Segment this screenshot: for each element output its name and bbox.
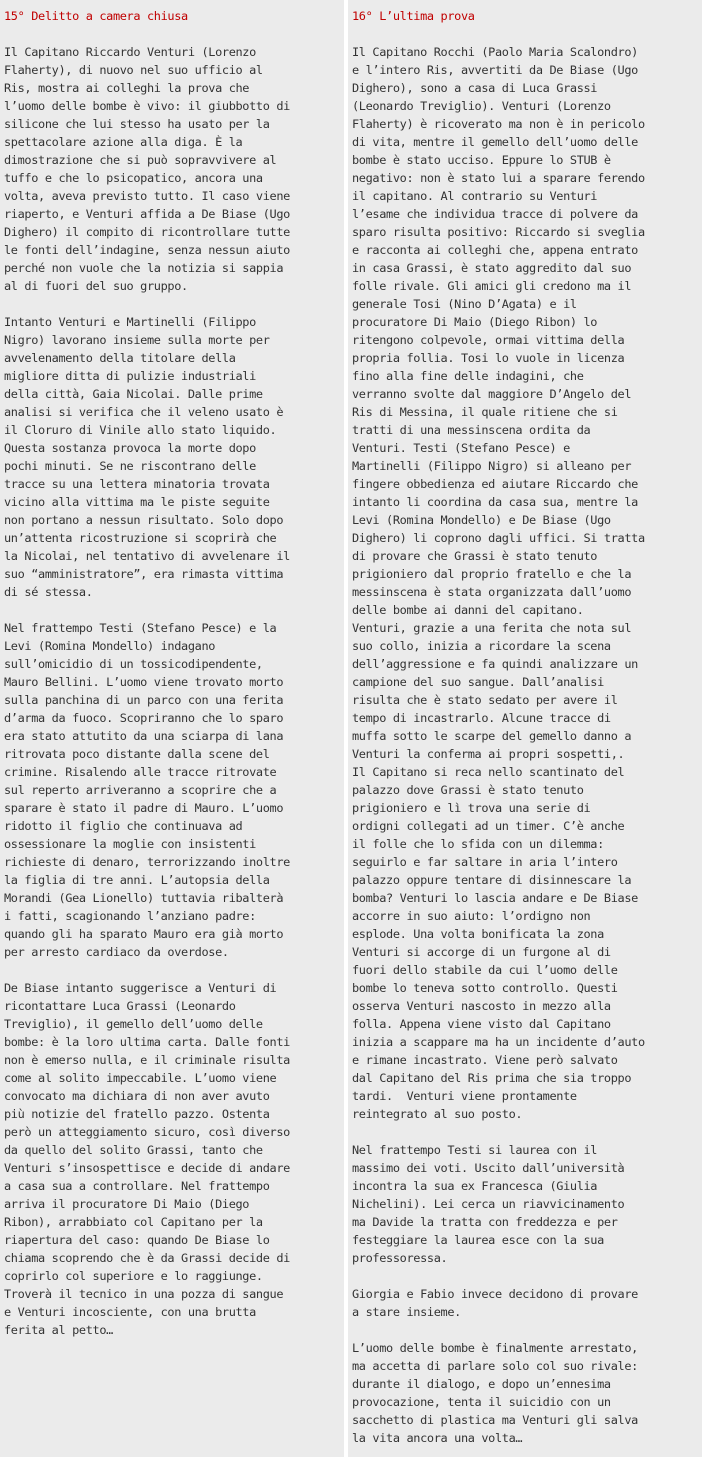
episode-paragraph: Nel frattempo Testi si laurea con il massimo dei voti. Uscito dall’università incontra la sua ex Francesca (Giulia Nichelini). Lei cerca un riavvicinamento ma Davide la tratta con freddezza e per festeggiare la laurea esce con la sua professoressa. [352, 1143, 625, 1265]
episode-title: 15° Delitto a camera chiusa [4, 9, 188, 23]
episode-column-15 [0, 0, 344, 1457]
episode-paragraph: Nel frattempo Testi (Stefano Pesce) e la Levi (Romina Mondello) indagano sull’omicidio di un tossicodipendente, Mauro Bellini. L’uomo viene trovato morto sulla panchina di un parco con una ferita d’arma da fuoco. Scopriranno che lo sparo era stato attutito da una sciarpa di lana ritrovata poco distante dalla scene del crimine. Risalendo alle tracce ritrovate sul reperto arriveranno a scoprire che a sparare è stato il padre di Mauro. L’uomo ridotto il figlio che continuava ad ossessionare la moglie con insistenti richieste di denaro, terrorizzando inoltre la figlia di tre anni. L’autopsia della Morandi (Gea Lionello) tuttavia ribalterà i fatti, scagionando l’anziano padre: quando gli ha sparato Mauro era già morto per arresto cardiaco da overdose. [4, 621, 290, 959]
episode-paragraph: Il Capitano Riccardo Venturi (Lorenzo Flaherty), di nuovo nel suo ufficio al Ris, mostra ai colleghi la prova che l’uomo delle bombe è vivo: il giubbotto di silicone che lui stesso ha usato per la spettacolare azione alla diga. È la dimostrazione che si può sopravvivere al tuffo e che lo psicopatico, ancora una volta, aveva previsto tutto. Il caso viene riaperto, e Venturi affida a De Biase (Ugo Dighero) il compito di ricontrollare tutte le fonti dell’indagine, senza nessun aiuto perché non vuole che la notizia si sappia al di fuori del suo gruppo. [4, 45, 290, 293]
episode-paragraph: Il Capitano Rocchi (Paolo Maria Scalondro) e l’intero Ris, avvertiti da De Biase (Ugo Dighero), sono a casa di Luca Grassi (Leonardo Treviglio). Venturi (Lorenzo Flaherty) è ricoverato ma non è in pericolo di vita, mentre il gemello dell’uomo delle bombe è stato ucciso. Eppure lo STUB è negativo: non è stato lui a sparare ferendo il capitano. Al contrario su Venturi l’esame che individua tracce di polvere da sparo risulta positivo: Riccardo si sveglia e racconta ai colleghi che, appena entrato in casa Grassi, è stato aggredito dal suo folle rivale. Gli amici gli credono ma il generale Tosi (Nino D’Agata) e il procuratore Di Maio (Diego Ribon) lo ritengono colpevole, ormai vittima della propria follia. Tosi lo vuole in licenza fino alla fine delle indagini, che verranno svolte dal maggiore D’Angelo del Ris di Messina, il quale ritiene che si tratti di una messinscena ordita da Venturi. Testi (Stefano Pesce) e Martinelli (Filippo Nigro) si alleano per fingere obbedienza ed aiutare Riccardo che intanto li coordina da casa sua, mentre la Levi (Romina Mondello) e De Biase (Ugo Dighero) li coprono dagli uffici. Si tratta di provare che Grassi è stato tenuto prigioniero dal proprio fratello e che la messinscena è stata organizzata dall’uomo delle bombe ai danni del capitano. Venturi, grazie a una ferita che nota sul suo collo, inizia a ricordare la scena dell’aggressione e fa quindi analizzare un campione del suo sangue. Dall’analisi risulta che è stato sedato per avere il tempo di incastrarlo. Alcune tracce di muffa sotto le scarpe del gemello danno a Venturi la conferma ai propri sospetti,. Il Capitano si reca nello scantinato del palazzo dove Grassi è stato tenuto prigioniero e lì trova una serie di ordigni collegati ad un timer. C’è anche il folle che lo sfida con un dilemma: seguirlo e far saltare in aria l’intero palazzo oppure tentare di disinnescare la bomba? Venturi lo lascia andare e De Biase accorre in suo aiuto: l’ordigno non esplode. Una volta bonificata la zona Venturi si accorge di un furgone al di fuori dello stabile da cui l’uomo delle bombe lo teneva sotto controllo. Questi osserva Venturi nascosto in mezzo alla folla. Appena viene visto dal Capitano inizia a scappare ma ha un incidente d’auto e rimane incastrato. Viene però salvato dal Capitano del Ris prima che sia troppo tardi. Venturi viene prontamente reintegrato al suo posto. [352, 45, 645, 1121]
episode-paragraph: L’uomo delle bombe è finalmente arrestato, ma accetta di parlare solo col suo rivale: durante il dialogo, e dopo un’ennesima provocazione, tenta il suicidio con un sacchetto di plastica ma Venturi gli salva la vita ancora una volta… [352, 1341, 638, 1445]
episode-column-16 [348, 0, 702, 1457]
episode-paragraph: Intanto Venturi e Martinelli (Filippo Nigro) lavorano insieme sulla morte per avvelenamento della titolare della migliore ditta di pulizie industriali della città, Gaia Nicolai. Dalle prime analisi si verifica che il veleno usato è il Cloruro di Vinile allo stato liquido. Questa sostanza provoca la morte dopo pochi minuti. Se ne riscontrano delle tracce su una lettera minatoria trovata vicino alla vittima ma le piste seguite non portano a nessun risultato. Solo dopo un’attenta ricostruzione si scoprirà che la Nicolai, nel tentativo di avvelenare il suo “amministratore”, era rimasta vittima di sé stessa. [4, 315, 290, 599]
episode-title: 16° L’ultima prova [352, 9, 475, 23]
episode-paragraph: De Biase intanto suggerisce a Venturi di ricontattare Luca Grassi (Leonardo Treviglio), il gemello dell’uomo delle bombe: è la loro ultima carta. Dalle fonti non è emerso nulla, e il criminale risulta come al solito impeccabile. L’uomo viene convocato ma dichiara di non aver avuto più notizie del fratello pazzo. Ostenta però un atteggiamento sicuro, così diverso da quello del solito Grassi, tanto che Venturi s’insospettisce e decide di andare a casa sua a controllare. Nel frattempo arriva il procuratore Di Maio (Diego Ribon), arrabbiato col Capitano per la riapertura del caso: quando De Biase lo chiama scoprendo che è da Grassi decide di coprirlo col superiore e lo raggiunge. Troverà il tecnico in una pozza di sangue e Venturi incosciente, con una brutta ferita al petto… [4, 981, 290, 1337]
episode-paragraph: Giorgia e Fabio invece decidono di provare a stare insieme. [352, 1287, 638, 1319]
